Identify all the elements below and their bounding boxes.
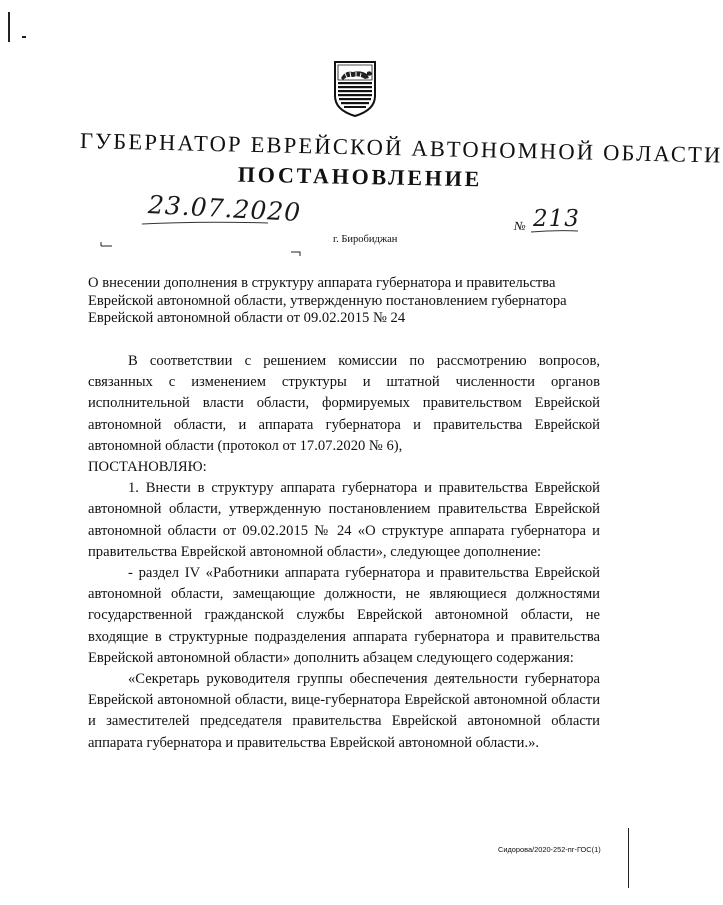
scan-edge-mark [8,12,10,42]
scan-edge-mark [628,828,629,888]
document-date: 23.07.2020 [147,190,302,227]
document-subject: О внесении дополнения в структуру аппарата губернатора и правительства Еврейской автономной области, утвержденную постановлением губернатора Еврейской автономной области от 09.02.2015 № 24 [88,275,567,326]
section-iv-paragraph: - раздел IV «Работники аппарата губернатора и правительства Еврейской автономной области, замещающие должности, не являющиеся должностями государственной гражданской службы Еврейской автономной области, не входящие в структурные подразделения аппарата губернатора и правительства Еврейской автономной области» дополнить абзацем следующего содержания: [88,565,600,666]
added-text-paragraph: «Секретарь руководителя группы обеспечения деятельности губернатора Еврейской автономной области, вице-губернатора Еврейской автономной области и заместителей председателя правительства Еврейской автономной области аппарата губернатора и правительства Еврейской автономной области.». [88,671,600,751]
decree-word: ПОСТАНОВЛЯЮ: [88,459,207,476]
coat-of-arms-emblem [331,58,379,118]
clause-1-paragraph: 1. Внести в структуру аппарата губернатора и правительства Еврейской автономной области, утвержденную постановлением правительства Еврейской автономной области от 09.02.2015 № 24 «О структуре аппарата губернатора и правительства Еврейской автономной области», следующее дополнение: [88,480,600,560]
number-label: № [514,219,526,233]
city-label: г. Биробиджан [333,234,398,245]
document-body [88,351,600,754]
number-underline [530,229,580,234]
date-underline [140,220,270,226]
scan-dot-mark [22,36,26,38]
document-number: 213 [533,206,580,232]
field-corner-mark [290,250,302,258]
issuer-title: ГУБЕРНАТОР ЕВРЕЙСКОЙ АВТОНОМНОЙ ОБЛАСТИ [79,128,723,168]
document-code: Сидорова/2020-252-пг-ГОС(1) [498,845,601,854]
field-corner-mark [100,240,114,248]
preamble-paragraph: В соответствии с решением комиссии по рассмотрению вопросов, связанных с изменением структуры и штатной численности органов исполнительной власти области, формируемых правительством Еврейской автономной области, и аппарата губернатора и правительства Еврейской автономной области (протокол от 17.07.2020 № 6), [88,353,600,454]
document-type: ПОСТАНОВЛЕНИЕ [237,161,483,192]
